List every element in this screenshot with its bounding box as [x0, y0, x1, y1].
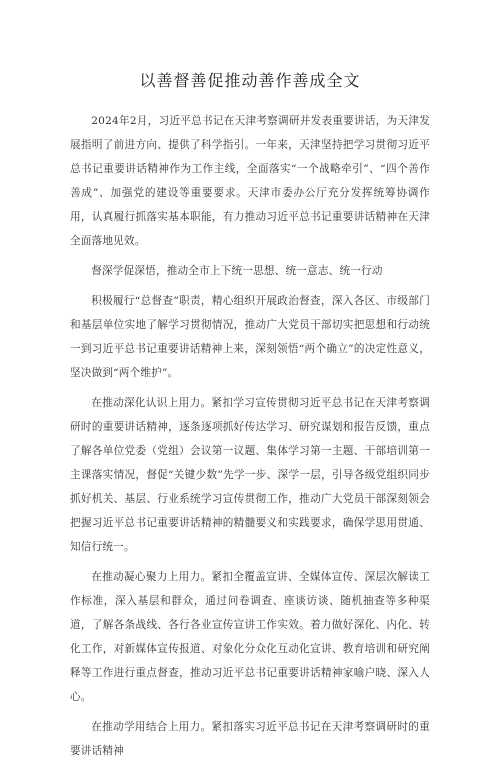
section-heading: 督深学促深悟，推动全市上下统一思想、统一意志、统一行动	[91, 265, 383, 277]
paragraph-learning-practice: 在推动学用结合上用力。紧扣落实习近平总书记在天津考察调研时的重要讲话精神	[70, 721, 430, 757]
paragraph-intro: 2024年2月，习近平总书记在天津考察调研并发表重要讲话，为天津发展指明了前进方向、提供了科学指引。一年来，天津坚持把学习贯彻习近平总书记重要讲话精神作为工作主线，全面落实“一个战略牵引”、“四个善作善成”、加强党的建设等重要要求。天津市委办公厅充分发挥统筹协调作用，认真履行抓落实基本职能，有力推动习近平总书记重要讲话精神在天津全面落地见效。	[70, 115, 430, 247]
paragraph-deepen-understanding: 在推动深化认识上用力。紧扣学习宣传贯彻习近平总书记在天津考察调研时的重要讲话精神，逐条逐项抓好传达学习、研究谋划和报告反馈，重点了解各单位党委（党组）会议第一议题、集体学习第一主题、干部培训第一主课落实情况，督促“关键少数”先学一步、深学一层，引导各级党组织同步抓好机关、基层、行业系统学习宣传贯彻工作，推动广大党员干部深刻领会把握习近平总书记重要讲话精神的精髓要义和实践要求，确保学思用贯通、知信行统一。	[70, 397, 430, 553]
document-title: 以善督善促推动善作善成全文	[139, 71, 361, 90]
paragraph-supervision: 积极履行“总督查”职责，精心组织开展政治督查，深入各区、市级部门和基层单位实地了解学习贯彻情况，推动广大党员干部切实把思想和行动统一到习近平总书记重要讲话精神上来，深刻领悟“两个确立”的决定性意义，坚决做到“两个维护”。	[70, 295, 430, 379]
paragraph-unite-strength: 在推动凝心聚力上用力。紧扣全覆盖宣讲、全媒体宣传、深层次解读工作标准，深入基层和群众，通过问卷调查、座谈访谈、随机抽查等多种渠道，了解各条战线、各行各业宣传宣讲工作实效。着力做好深化、内化、转化工作，对新媒体宣传报道、对象化分众化互动化宣讲、教育培训和研究阐释等工作进行重点督查，推动习近平总书记重要讲话精神家喻户晓、深入人心。	[70, 571, 430, 703]
